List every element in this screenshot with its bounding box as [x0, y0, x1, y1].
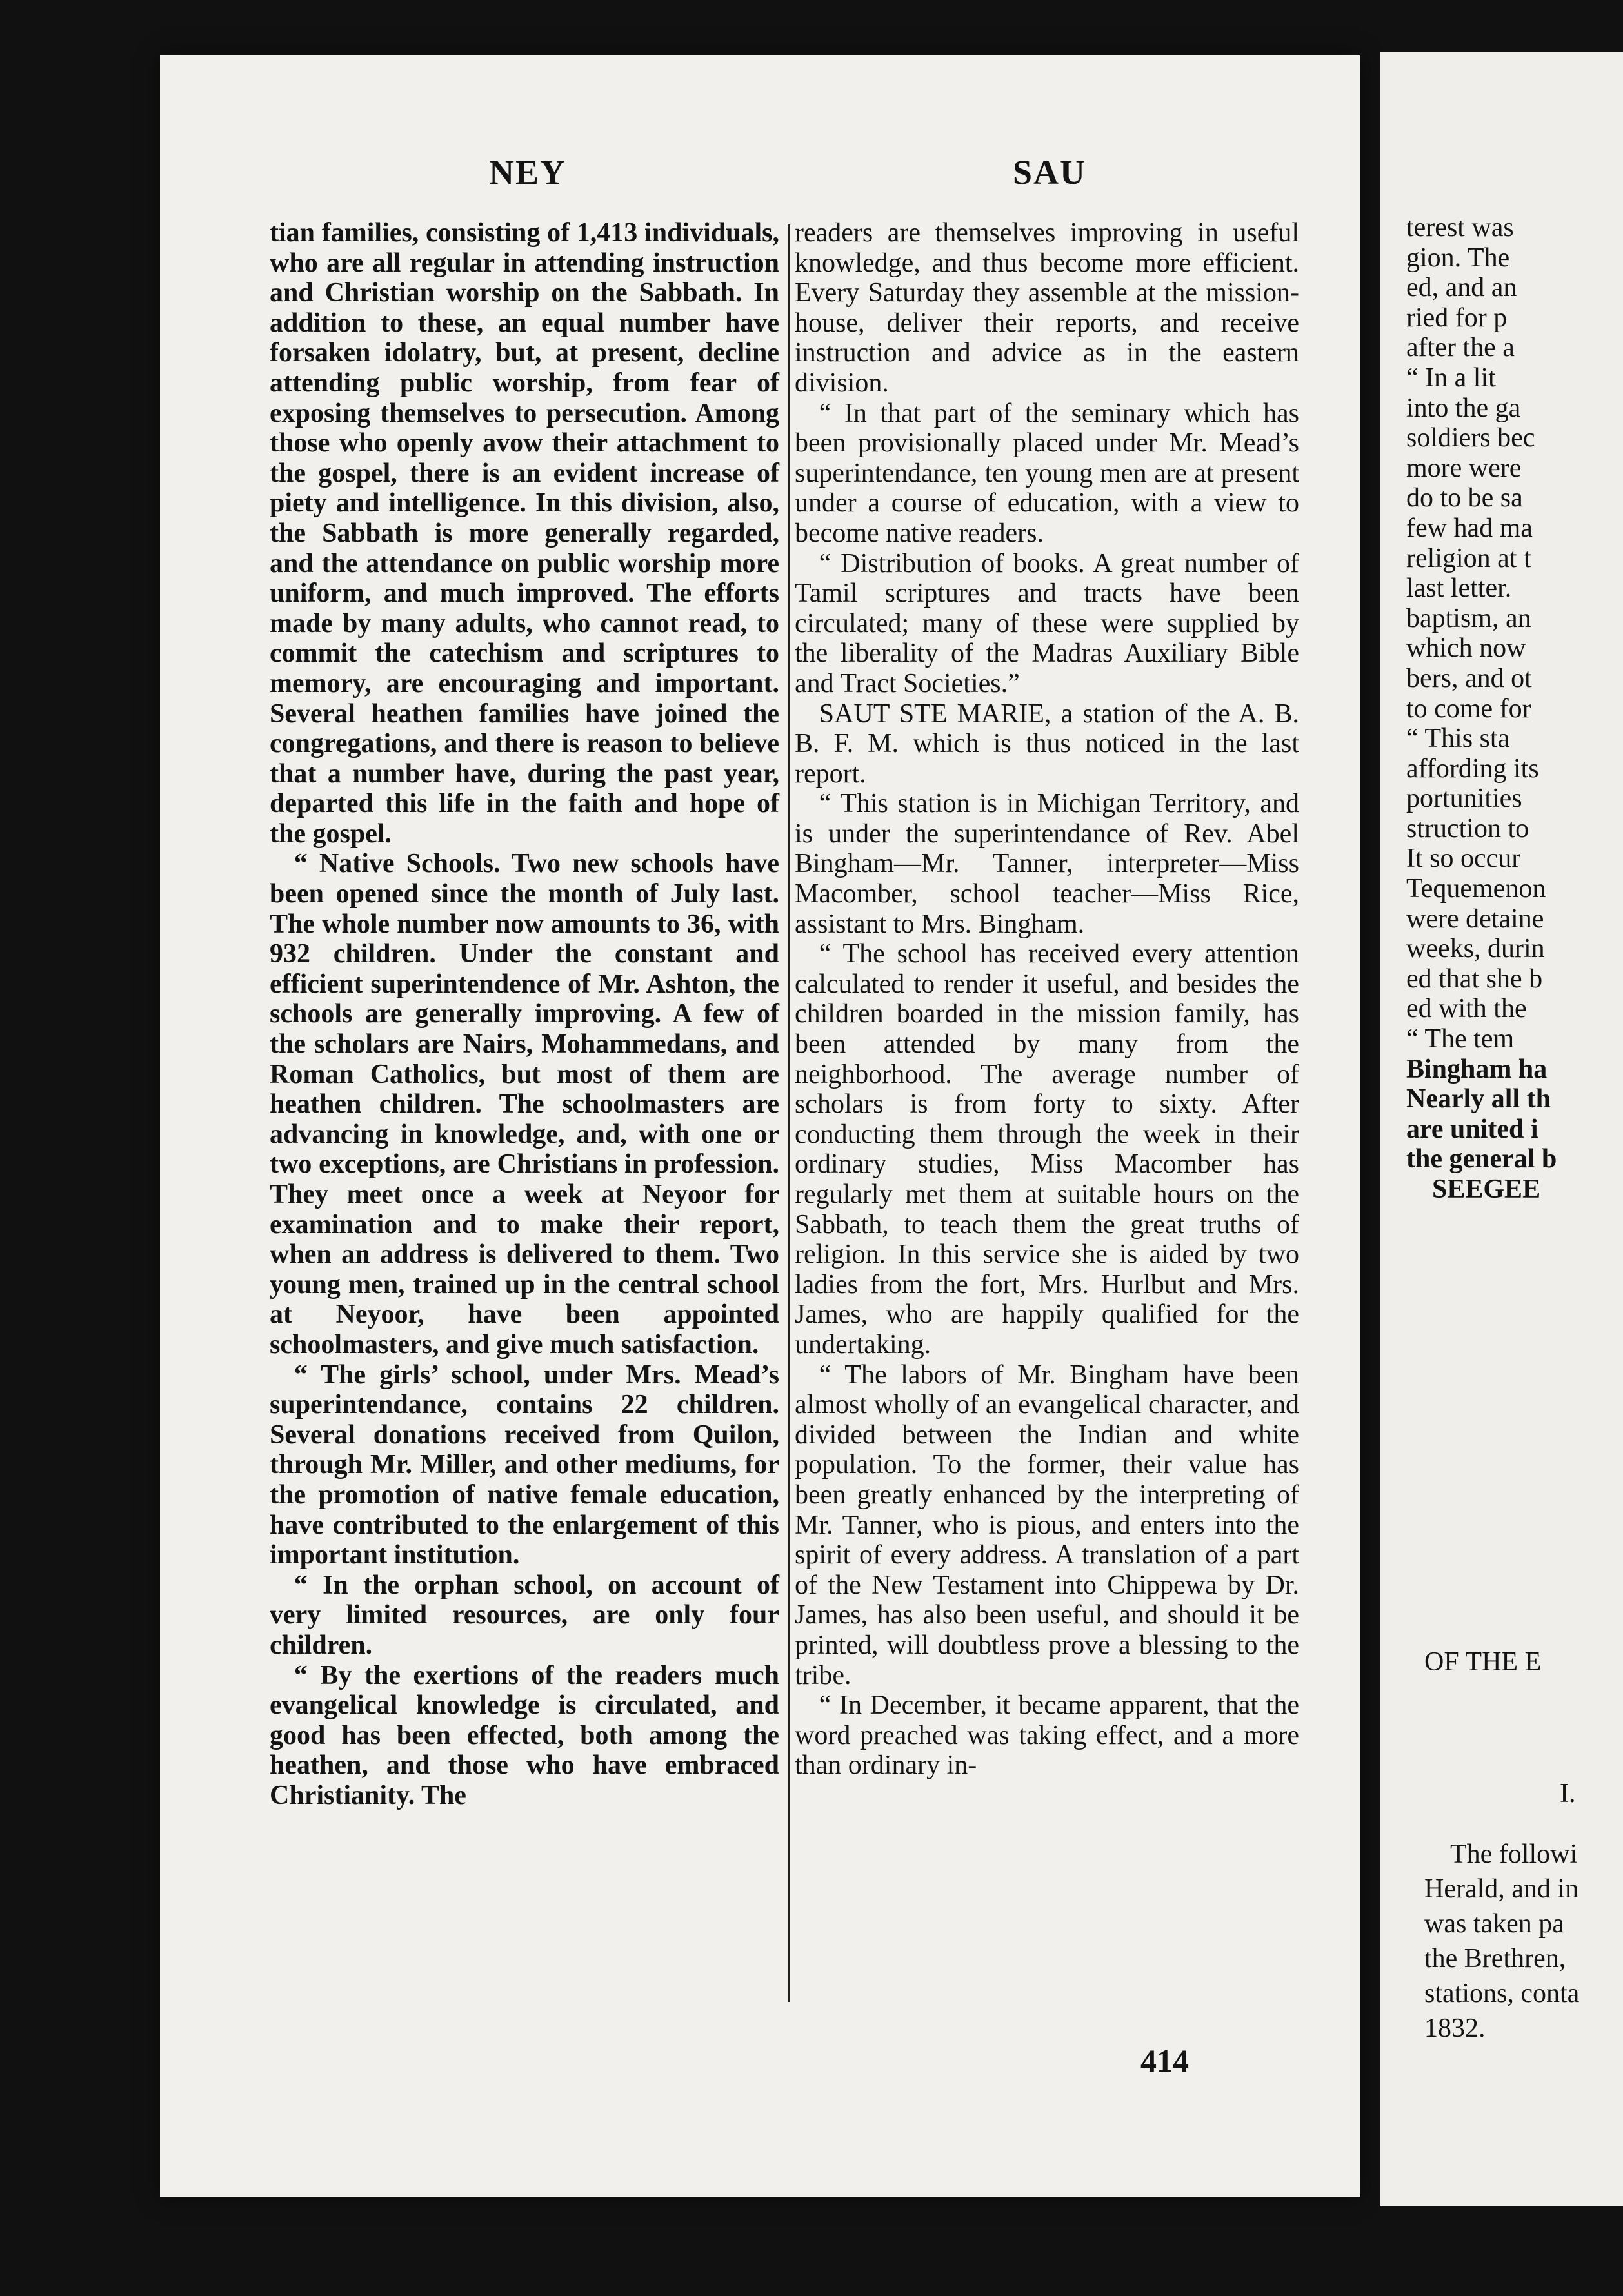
right-page: [1380, 52, 1623, 2206]
text-line: which now: [1406, 633, 1526, 664]
left-page: [160, 55, 1360, 2197]
text-line: do to be sa: [1406, 483, 1523, 513]
text-line: struction to: [1406, 813, 1529, 844]
section-heading: OF THE E: [1424, 1647, 1542, 1677]
text-line: ed, and an: [1406, 273, 1517, 303]
text-line: soldiers bec: [1406, 423, 1535, 453]
text-line: weeks, durin: [1406, 934, 1545, 964]
running-head-right: SAU: [1013, 153, 1087, 192]
left-column: [270, 218, 779, 1810]
text-line: portunities: [1406, 784, 1522, 814]
paragraph: “ In that part of the seminary which has been provisionally placed under Mr. Mead’s superintendance, ten young men are at present under a course of education, with a view to become native readers.: [795, 398, 1299, 548]
text-line: gion. The: [1406, 242, 1510, 273]
text-line: “ The tem: [1406, 1024, 1515, 1054]
text-line: 1832.: [1424, 2014, 1486, 2043]
text-line: Bingham ha: [1406, 1054, 1548, 1084]
paragraph: tian families, consisting of 1,413 individuals, who are all regular in attending instruction and Christian worship on the Sabbath. In addition to these, an equal number have forsaken idolatry, but, at present, decline attending public worship, from fear of exposing themselves to persecution. Among those who openly avow their attachment to the gospel, there is an evident increase of piety and intelligence. In this division, also, the Sabbath is more generally regarded, and the attendance on public worship more uniform, and much improved. The efforts made by many adults, who cannot read, to commit the catechism and scriptures to memory, are encouraging and important. Several heathen families have joined the congregations, and there is reason to believe that a number have, during the past year, departed this life in the faith and hope of the gospel.: [270, 218, 779, 849]
text-line: terest was: [1406, 213, 1514, 242]
entry-heading: SAUT STE MARIE, a station of the A. B. B. F. M. which is thus noticed in the last report.: [795, 698, 1299, 789]
text-line: last letter.: [1406, 573, 1512, 604]
page-number: 414: [1140, 2043, 1189, 2079]
text-line: affording its: [1406, 753, 1539, 784]
text-line: was taken pa: [1424, 1909, 1564, 1939]
right-page-upper-column: [1406, 213, 1623, 1205]
text-line: ed that she b: [1406, 964, 1543, 994]
text-line: religion at t: [1406, 543, 1531, 573]
text-line: after the a: [1406, 333, 1515, 363]
text-line: “ In a lit: [1406, 362, 1496, 393]
text-line: The followi: [1450, 1839, 1578, 1869]
text-line: into the ga: [1406, 393, 1521, 423]
text-line: the general b: [1406, 1144, 1557, 1174]
running-head-left: NEY: [489, 153, 567, 192]
text-line: It so occur: [1406, 844, 1521, 874]
right-column: [795, 218, 1299, 1781]
column-divider: [788, 224, 790, 2002]
paragraph: “ The girls’ school, under Mrs. Mead’s superintendance, contains 22 children. Several donations received from Quilon, through Mr. Miller, and other mediums, for the promotion of native female education, have contributed to the enlargement of this important institution.: [270, 1360, 779, 1570]
text-line: to come for: [1406, 693, 1531, 724]
section-number: I.: [1560, 1779, 1576, 1808]
paragraph: “ The school has received every attention calculated to render it useful, and besides the children boarded in the mission family, has been attended by many from the neighborhood. The average number of scholars is from forty to sixty. After conducting them through the week in their ordinary studies, Miss Macomber has regularly met them at suitable hours on the Sabbath, to teach them the great truths of religion. In this service she is aided by two ladies from the fort, Mrs. Hurlbut and Mrs. James, who are happily qualified for the undertaking.: [795, 939, 1299, 1360]
right-page-lower-column: [1424, 1645, 1623, 2046]
text-line: bers, and ot: [1406, 663, 1532, 693]
text-line: Herald, and in: [1424, 1874, 1579, 1904]
text-line: ed with the: [1406, 994, 1527, 1024]
text-line: few had ma: [1406, 513, 1533, 543]
paragraph: readers are themselves improving in useful knowledge, and thus become more efficient. Every Saturday they assemble at the mission-house, deliver their reports, and receive instruction and advice as in the eastern division.: [795, 218, 1299, 398]
paragraph: “ The labors of Mr. Bingham have been almost wholly of an evangelical character, and divided between the Indian and white population. To the former, their value has been greatly enhanced by the interpreting of Mr. Tanner, who is pious, and enters into the spirit of every address. A translation of a part of the New Testament into Chippewa by Dr. James, has also been useful, and should it be printed, will doubtless prove a blessing to the tribe.: [795, 1360, 1299, 1690]
paragraph: “ In the orphan school, on account of very limited resources, are only four children.: [270, 1570, 779, 1660]
text-line: baptism, an: [1406, 603, 1531, 633]
text-line: the Brethren,: [1424, 1944, 1566, 1974]
text-line: were detaine: [1406, 904, 1544, 934]
paragraph: “ Native Schools. Two new schools have been opened since the month of July last. The whole number now amounts to 36, with 932 children. Under the constant and efficient superintendence of Mr. Ashton, the schools are generally improving. A few of the scholars are Nairs, Mohammedans, and Roman Catholics, but most of them are heathen children. The schoolmasters are advancing in knowledge, and, with one or two exceptions, are Christians in profession. They meet once a week at Neyoor for examination and to make their report, when an address is delivered to them. Two young men, trained up in the central school at Neyoor, have been appointed schoolmasters, and give much satisfaction.: [270, 849, 779, 1360]
paragraph: “ Distribution of books. A great number of Tamil scriptures and tracts have been circulated; many of these were supplied by the liberality of the Madras Auxiliary Bible and Tract Societies.”: [795, 548, 1299, 698]
text-line: Tequemenon: [1406, 874, 1546, 904]
text-line: more were: [1406, 453, 1522, 483]
text-line: “ This sta: [1406, 724, 1510, 754]
section-heading: SEEGEE: [1432, 1174, 1541, 1204]
text-line: are united i: [1406, 1114, 1538, 1144]
text-line: stations, conta: [1424, 1979, 1580, 2008]
paragraph: “ In December, it became apparent, that the word preached was taking effect, and a more than ordinary in-: [795, 1690, 1299, 1781]
text-line: ried for p: [1406, 302, 1508, 333]
paragraph: “ By the exertions of the readers much evangelical knowledge is circulated, and good has been effected, both among the heathen, and those who have embraced Christianity. The: [270, 1660, 779, 1810]
paragraph: “ This station is in Michigan Territory, and is under the superintendance of Rev. Abel Bingham—Mr. Tanner, interpreter—Miss Macomber, school teacher—Miss Rice, assistant to Mrs. Bingham.: [795, 789, 1299, 939]
text-line: Nearly all th: [1406, 1084, 1551, 1114]
